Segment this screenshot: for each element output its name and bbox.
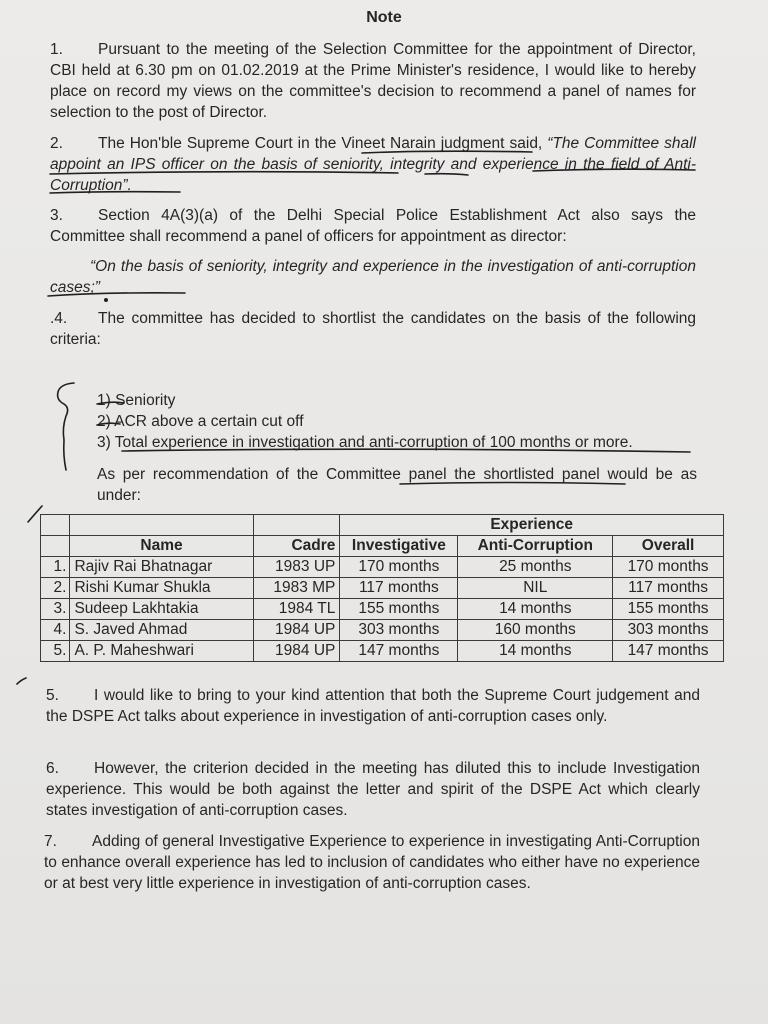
table-row (41, 557, 724, 578)
candidate-cadre: 1983 MP (253, 578, 340, 599)
table-row (41, 599, 724, 620)
row-number: 1. (41, 557, 70, 578)
criteria-bracket (58, 383, 74, 470)
anti-corruption-experience: NIL (458, 578, 613, 599)
candidate-cadre: 1984 TL (253, 599, 340, 620)
paragraph-number: 1. (50, 41, 63, 58)
overall-experience: 147 months (613, 641, 724, 662)
paragraph-4 (50, 308, 696, 350)
row-number: 2. (41, 578, 70, 599)
paragraph-6 (46, 758, 700, 821)
paragraph-number: 6. (46, 760, 59, 777)
paragraph-3 (50, 205, 696, 247)
paragraph-number: 7. (44, 833, 57, 850)
row-number: 4. (41, 620, 70, 641)
ink-dot (105, 299, 107, 301)
candidate-cadre: 1984 UP (253, 641, 340, 662)
paragraph-1 (50, 39, 696, 123)
paragraph-number: 2. (50, 135, 63, 152)
table-row (41, 641, 724, 662)
column-header-name: Name (70, 536, 253, 557)
column-header-investigative: Investigative (340, 536, 458, 557)
paragraph-number: 3. (50, 207, 63, 224)
overall-experience: 117 months (613, 578, 724, 599)
table-row (41, 578, 724, 599)
paragraph-text: Pursuant to the meeting of the Selection Committee for the appointment of Director, CBI held at 6.30 pm on 01.02.2019 at the Prime Minister's residence, I would like to hereby place on record my views on the committee's decision to recommend a panel of names for selection to the post of Director. (50, 41, 696, 121)
candidate-name: Sudeep Lakhtakia (70, 599, 253, 620)
anti-corruption-experience: 160 months (458, 620, 613, 641)
criteria-item-1: 1) Seniority (97, 392, 176, 409)
criteria-item-2: 2) ACR above a certain cut off (97, 413, 304, 430)
paragraph-5 (46, 685, 700, 727)
table-row (41, 620, 724, 641)
overall-experience: 303 months (613, 620, 724, 641)
column-header-cadre: Cadre (253, 536, 340, 557)
experience-group-header: Experience (340, 515, 724, 536)
tick-mark-para5 (17, 678, 26, 684)
candidate-cadre: 1983 UP (253, 557, 340, 578)
supreme-court-quote: “The Committee shall appoint an IPS officer on the basis of seniority, integrity and experience in the field of Anti-Corruption”. (50, 135, 696, 194)
dspe-act-quote: “On the basis of seniority, integrity and experience in the investigation of anti-corruption cases;” (50, 258, 696, 296)
paragraph-text: Section 4A(3)(a) of the Delhi Special Police Establishment Act also says the Committee shall recommend a panel of officers for appointment as director: (50, 207, 696, 245)
paragraph-text: Adding of general Investigative Experience to experience in investigating Anti-Corruption to enhance overall experience has led to inclusion of candidates who either have no experience or at best very little experience in investigation of anti-corruption cases. (44, 833, 700, 892)
overall-experience: 170 months (613, 557, 724, 578)
candidate-name: Rajiv Rai Bhatnagar (70, 557, 253, 578)
panel-intro: As per recommendation of the Committee panel the shortlisted panel would be as under: (97, 466, 697, 504)
paragraph-number: .4. (50, 310, 68, 327)
table-header-row (41, 536, 724, 557)
paragraph-text: I would like to bring to your kind attention that both the Supreme Court judgement and the DSPE Act talks about experience in investigation of anti-corruption cases only. (46, 687, 700, 725)
paragraph-text: The committee has decided to shortlist the candidates on the basis of the following criteria: (50, 310, 696, 348)
anti-corruption-experience: 14 months (458, 599, 613, 620)
table-group-header-row (41, 515, 724, 536)
column-header-overall: Overall (613, 536, 724, 557)
paragraph-text: The Hon'ble Supreme Court in the Vineet Narain judgment said, (98, 135, 548, 152)
investigative-experience: 117 months (340, 578, 458, 599)
candidate-name: Rishi Kumar Shukla (70, 578, 253, 599)
anti-corruption-experience: 25 months (458, 557, 613, 578)
paragraph-2 (50, 133, 696, 196)
note-title: Note (366, 9, 402, 26)
row-number: 5. (41, 641, 70, 662)
candidate-cadre: 1984 UP (253, 620, 340, 641)
row-number: 3. (41, 599, 70, 620)
anti-corruption-experience: 14 months (458, 641, 613, 662)
overall-experience: 155 months (613, 599, 724, 620)
investigative-experience: 155 months (340, 599, 458, 620)
paragraph-text: However, the criterion decided in the meeting has diluted this to include Investigation experience. This would be both against the letter and spirit of the DSPE Act which clearly states investigation of anti-corruption cases. (46, 760, 700, 819)
candidate-name: A. P. Maheshwari (70, 641, 253, 662)
shortlist-table (40, 514, 724, 662)
investigative-experience: 303 months (340, 620, 458, 641)
paragraph-number: 5. (46, 687, 59, 704)
investigative-experience: 147 months (340, 641, 458, 662)
candidate-name: S. Javed Ahmad (70, 620, 253, 641)
criteria-item-3: 3) Total experience in investigation and anti-corruption of 100 months or more. (97, 434, 633, 451)
column-header-anti-corruption: Anti-Corruption (458, 536, 613, 557)
investigative-experience: 170 months (340, 557, 458, 578)
paragraph-7 (44, 831, 700, 894)
